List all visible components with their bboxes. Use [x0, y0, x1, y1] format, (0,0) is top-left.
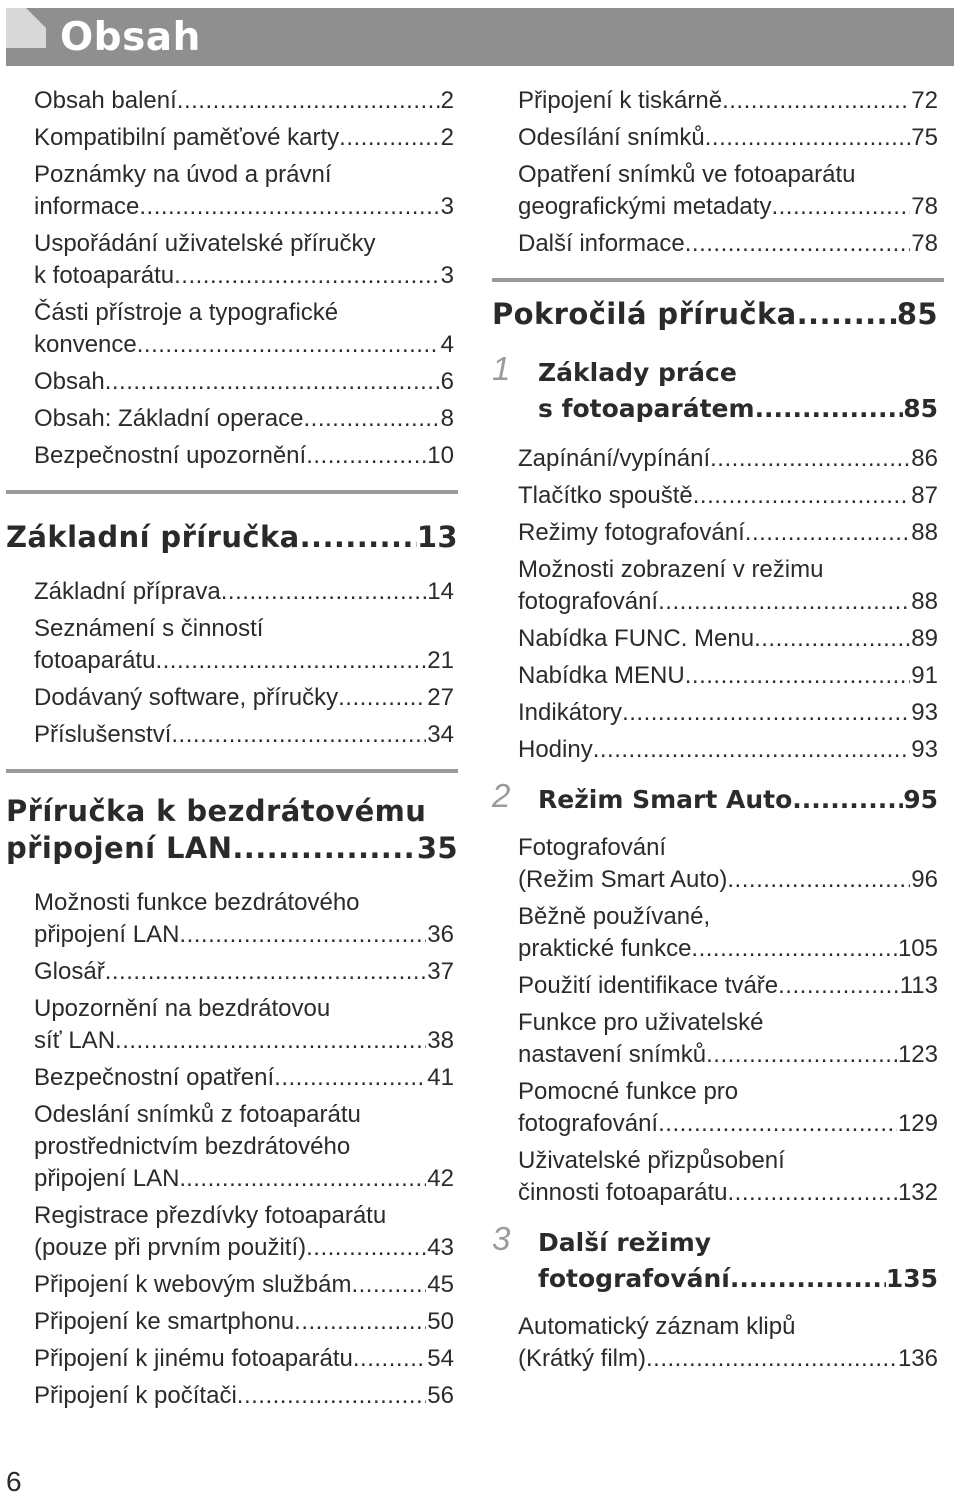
page-ref: 93 — [911, 699, 938, 726]
page-title: Obsah — [60, 15, 201, 60]
toc-entry[interactable] — [34, 403, 454, 435]
section-wireless-guide[interactable] — [6, 793, 458, 867]
entry-title-line: Možnosti funkce bezdrátového — [34, 889, 360, 916]
entry-title: Nabídka MENU — [518, 662, 685, 689]
intro-entries — [34, 85, 454, 472]
entry-title: Další informace — [518, 230, 685, 257]
toc-entry[interactable] — [34, 297, 454, 361]
entry-last-line — [34, 85, 454, 117]
entry-title-line: Příručka k bezdrátovému — [6, 794, 427, 828]
entry-last-line — [538, 782, 938, 818]
toc-entry[interactable] — [34, 1269, 454, 1301]
entry-title-line: Poznámky na úvod a právní — [34, 161, 332, 188]
page-ref: 45 — [427, 1271, 454, 1298]
entry-last-line — [518, 228, 938, 260]
entry-last-line — [6, 830, 458, 867]
entry-last-line — [34, 366, 454, 398]
toc-entry[interactable] — [518, 554, 938, 618]
entry-title: Připojení k počítači — [34, 1382, 237, 1409]
entry-title: Režim Smart Auto — [538, 785, 793, 814]
toc-entry[interactable] — [34, 993, 454, 1057]
entry-last-line — [518, 517, 938, 549]
entry-last-line — [34, 260, 454, 292]
toc-entry[interactable] — [34, 613, 454, 677]
dot-leader — [137, 329, 440, 361]
dot-leader — [727, 864, 910, 896]
entry-title-line: Části přístroje a typografické — [34, 299, 339, 326]
entry-title: Zapínání/vypínání — [518, 445, 711, 472]
page-ref: 50 — [427, 1308, 454, 1335]
entry-title: (pouze při prvním použití) — [34, 1234, 307, 1261]
toc-entry[interactable] — [518, 623, 938, 655]
entry-title: Pokročilá příručka — [492, 297, 797, 331]
section-divider — [6, 769, 458, 773]
dot-leader — [792, 782, 903, 818]
chapter-entries — [518, 1311, 938, 1375]
entry-title-line: prostřednictvím bezdrátového — [34, 1133, 351, 1160]
dot-leader — [339, 122, 439, 154]
left-column — [6, 85, 458, 1417]
dot-leader — [710, 443, 910, 475]
toc-entry[interactable] — [518, 443, 938, 475]
chapter-heading[interactable] — [492, 1220, 938, 1297]
toc-entry[interactable] — [518, 970, 938, 1002]
page-ref: 88 — [911, 588, 938, 615]
page-ref: 35 — [416, 831, 458, 865]
toc-entry[interactable] — [34, 440, 454, 472]
entry-last-line — [518, 480, 938, 512]
toc-entry[interactable] — [518, 228, 938, 260]
wireless-guide-entries — [34, 887, 454, 1412]
dot-leader — [105, 366, 440, 398]
page-ref: 87 — [911, 482, 938, 509]
entry-last-line — [518, 122, 938, 154]
chapter-heading[interactable] — [492, 350, 938, 427]
page-ref: 132 — [897, 1179, 938, 1206]
toc-entry[interactable] — [34, 1062, 454, 1094]
page-ref: 41 — [427, 1064, 454, 1091]
page-ref: 2 — [440, 124, 454, 151]
entry-title-line: Pomocné funkce pro — [518, 1078, 739, 1105]
dot-leader — [658, 586, 910, 618]
dot-leader — [646, 1343, 897, 1375]
chapter-title — [514, 782, 938, 818]
entry-title: Příslušenství — [34, 721, 172, 748]
page-ref: 135 — [885, 1264, 938, 1293]
dot-leader — [755, 391, 904, 427]
entry-last-line — [34, 1163, 454, 1195]
entry-title: Připojení ke smartphonu — [34, 1308, 295, 1335]
dot-leader — [706, 1039, 897, 1071]
entry-title: Připojení k webovým službám — [34, 1271, 352, 1298]
entry-last-line — [518, 697, 938, 729]
entry-last-line — [34, 919, 454, 951]
page-ref: 54 — [427, 1345, 454, 1372]
entry-title: konvence — [34, 331, 137, 358]
dot-leader — [338, 682, 426, 714]
toc-entry[interactable] — [518, 122, 938, 154]
entry-last-line — [34, 1380, 454, 1412]
entry-title-line: Uspořádání uživatelské příručky — [34, 230, 376, 257]
entry-title: fotografování — [538, 1264, 730, 1293]
entry-title: k fotoaparátu — [34, 262, 175, 289]
toc-entry[interactable] — [518, 901, 938, 965]
toc-entry[interactable] — [34, 1200, 454, 1264]
entry-last-line — [34, 576, 454, 608]
entry-title: Použití identifikace tváře — [518, 972, 779, 999]
dot-leader — [237, 1380, 427, 1412]
dot-leader — [139, 191, 439, 223]
dot-leader — [730, 1261, 886, 1297]
entry-title-line: Odeslání snímků z fotoaparátu — [34, 1101, 361, 1128]
entry-last-line — [34, 1025, 454, 1057]
section-divider — [6, 490, 458, 494]
page-ref: 123 — [897, 1041, 938, 1068]
entry-last-line — [518, 1108, 938, 1140]
page-ref: 42 — [427, 1165, 454, 1192]
entry-last-line — [34, 329, 454, 361]
toc-entry[interactable] — [518, 832, 938, 896]
entry-title: Dodávaný software, příručky — [34, 684, 339, 711]
entry-last-line — [34, 956, 454, 988]
entry-last-line — [538, 1261, 938, 1297]
dot-leader — [691, 933, 897, 965]
section-basic-guide[interactable] — [6, 519, 458, 556]
chapters — [492, 350, 938, 1375]
entry-title: fotografování — [518, 1110, 659, 1137]
entry-last-line — [492, 296, 938, 333]
dot-leader — [105, 956, 427, 988]
toc-entry[interactable] — [518, 1145, 938, 1209]
entry-title: Indikátory — [518, 699, 623, 726]
page-ref: 2 — [440, 87, 454, 114]
toc-entry[interactable] — [34, 682, 454, 714]
entry-title: Glosář — [34, 958, 105, 985]
dot-leader — [658, 1108, 897, 1140]
dot-leader — [300, 519, 417, 556]
dot-leader — [797, 296, 897, 333]
entry-last-line — [518, 623, 938, 655]
toc-entry[interactable] — [518, 85, 938, 117]
page-ref: 3 — [440, 193, 454, 220]
entry-title-line: Upozornění na bezdrátovou — [34, 995, 331, 1022]
toc-entry[interactable] — [34, 887, 454, 951]
dot-leader — [693, 480, 911, 512]
toc-entry[interactable] — [34, 366, 454, 398]
entry-title: Připojení k tiskárně — [518, 87, 723, 114]
dot-leader — [705, 122, 911, 154]
toc-entry[interactable] — [34, 228, 454, 292]
entry-title: Obsah — [34, 368, 105, 395]
chapter-entries — [518, 443, 938, 766]
dot-leader — [221, 576, 427, 608]
right-column — [492, 85, 938, 1380]
toc-entry[interactable] — [518, 660, 938, 692]
toc-entry[interactable] — [518, 480, 938, 512]
dot-leader — [593, 734, 911, 766]
page-ref: 43 — [427, 1234, 454, 1261]
entry-last-line — [34, 682, 454, 714]
entry-title-line: Registrace přezdívky fotoaparátu — [34, 1202, 387, 1229]
entry-title: Obsah balení — [34, 87, 177, 114]
entry-last-line — [518, 660, 938, 692]
dot-leader — [179, 919, 426, 951]
page-ref: 8 — [440, 405, 454, 432]
toc-entry[interactable] — [518, 517, 938, 549]
page-ref: 36 — [427, 921, 454, 948]
entry-title-line: Seznámení s činností — [34, 615, 264, 642]
entry-title: Nabídka FUNC. Menu — [518, 625, 755, 652]
entry-title: s fotoaparátem — [538, 394, 755, 423]
page-ref: 136 — [897, 1345, 938, 1372]
entry-title-line: Opatření snímků ve fotoaparátu — [518, 161, 856, 188]
entry-title: Tlačítko spouště — [518, 482, 693, 509]
dot-leader — [232, 830, 416, 867]
entry-last-line — [518, 734, 938, 766]
dot-leader — [294, 1306, 426, 1338]
entry-title: nastavení snímků — [518, 1041, 707, 1068]
page-ref: 78 — [911, 193, 938, 220]
chapter-title — [514, 355, 938, 427]
page-ref: 21 — [427, 647, 454, 674]
page-ref: 13 — [416, 520, 458, 554]
toc-entry[interactable] — [34, 1343, 454, 1375]
entry-title-line: Fotografování — [518, 834, 667, 861]
page-ref: 95 — [903, 785, 938, 814]
chapter-title — [514, 1225, 938, 1297]
toc-entry[interactable] — [34, 1380, 454, 1412]
entry-last-line — [34, 1269, 454, 1301]
entry-title: fotoaparátu — [34, 647, 156, 674]
entry-title: připojení LAN. — [34, 1165, 187, 1192]
page-ref: 91 — [911, 662, 938, 689]
entry-last-line — [34, 440, 454, 472]
page-ref: 89 — [911, 625, 938, 652]
entry-title: praktické funkce — [518, 935, 692, 962]
page-ref: 93 — [911, 736, 938, 763]
entry-last-line — [518, 191, 938, 223]
entry-title-line: Základy práce — [538, 358, 737, 387]
dot-leader — [174, 260, 440, 292]
entry-title: připojení LAN — [6, 831, 233, 865]
chapter-number: 2 — [492, 777, 511, 814]
entry-title: připojení LAN — [34, 921, 180, 948]
page-ref: 105 — [897, 935, 938, 962]
entry-title-line: Funkce pro uživatelské — [518, 1009, 764, 1036]
dot-leader — [771, 191, 910, 223]
page-ref: 96 — [911, 866, 938, 893]
dot-leader — [306, 1232, 426, 1264]
page-ref: 14 — [427, 578, 454, 605]
entry-last-line — [518, 586, 938, 618]
page-ref: 27 — [427, 684, 454, 711]
dot-leader — [353, 1343, 426, 1375]
toc-entry[interactable] — [518, 734, 938, 766]
entry-title: Obsah: Základní operace — [34, 405, 304, 432]
entry-last-line — [518, 85, 938, 117]
entry-last-line — [538, 391, 938, 427]
toc-entry[interactable] — [34, 956, 454, 988]
toc-entry[interactable] — [34, 1099, 454, 1195]
toc-entry[interactable] — [518, 159, 938, 223]
toc-entry[interactable] — [34, 159, 454, 223]
entry-last-line — [34, 122, 454, 154]
toc-entry[interactable] — [34, 122, 454, 154]
chapter-heading[interactable] — [492, 777, 938, 818]
entry-title: Základní příručka — [6, 520, 300, 554]
page-ref: 34 — [427, 721, 454, 748]
entry-last-line — [34, 719, 454, 751]
chapter-entries — [518, 832, 938, 1209]
section-divider — [492, 278, 944, 282]
entry-last-line — [6, 519, 458, 556]
entry-title: informace — [34, 193, 140, 220]
dot-leader — [722, 85, 910, 117]
section-advanced-guide[interactable] — [492, 296, 938, 333]
dot-leader — [186, 1163, 426, 1195]
entry-title: fotografování — [518, 588, 659, 615]
page-ref: 75 — [911, 124, 938, 151]
wireless-more-entries — [518, 85, 938, 260]
dot-leader — [304, 403, 440, 435]
dot-leader — [155, 645, 426, 677]
chapter-number: 3 — [492, 1220, 511, 1257]
entry-title: Bezpečnostní opatření — [34, 1064, 275, 1091]
entry-title: Připojení k jinému fotoaparátu — [34, 1345, 353, 1372]
entry-title-line: Možnosti zobrazení v režimu — [518, 556, 824, 583]
basic-guide-entries — [34, 576, 454, 751]
page-ref: 113 — [899, 972, 938, 999]
entry-title: Základní příprava — [34, 578, 221, 605]
entry-last-line — [518, 970, 938, 1002]
dot-leader — [778, 970, 899, 1002]
entry-title: Bezpečnostní upozornění — [34, 442, 307, 469]
dot-leader — [115, 1025, 426, 1057]
entry-title: činnosti fotoaparátu — [518, 1179, 728, 1206]
chapter-number: 1 — [492, 350, 511, 387]
dot-leader — [351, 1269, 426, 1301]
entry-last-line — [34, 1306, 454, 1338]
page-number: 6 — [6, 1466, 22, 1497]
toc-entry[interactable] — [518, 697, 938, 729]
entry-title: Hodiny — [518, 736, 593, 763]
toc-entry[interactable] — [518, 1076, 938, 1140]
entry-last-line — [34, 191, 454, 223]
page-ref: 85 — [903, 394, 938, 423]
entry-title: Kompatibilní paměťové karty — [34, 124, 340, 151]
entry-title: síť LAN — [34, 1027, 116, 1054]
entry-title-line: Uživatelské přizpůsobení — [518, 1147, 785, 1174]
page-ref: 56 — [427, 1382, 454, 1409]
toc-entry[interactable] — [34, 719, 454, 751]
page-ref: 37 — [427, 958, 454, 985]
entry-last-line — [34, 645, 454, 677]
entry-last-line — [34, 403, 454, 435]
page-ref: 3 — [440, 262, 454, 289]
dot-leader — [306, 440, 426, 472]
entry-title: Režimy fotografování — [518, 519, 745, 546]
page-ref: 10 — [427, 442, 454, 469]
toc-entry[interactable] — [518, 1007, 938, 1071]
dot-leader — [274, 1062, 426, 1094]
page-ref: 6 — [440, 368, 454, 395]
entry-last-line — [518, 1177, 938, 1209]
page-ref: 85 — [896, 297, 938, 331]
entry-title: (Režim Smart Auto) — [518, 866, 728, 893]
toc-entry[interactable] — [34, 85, 454, 117]
dot-leader — [727, 1177, 896, 1209]
entry-title-line: Automatický záznam klipů — [518, 1313, 796, 1340]
page-ref: 88 — [911, 519, 938, 546]
entry-last-line — [518, 933, 938, 965]
page-ref: 38 — [427, 1027, 454, 1054]
page-ref: 72 — [911, 87, 938, 114]
entry-last-line — [518, 1039, 938, 1071]
dot-leader — [622, 697, 910, 729]
entry-title-line: Další režimy — [538, 1228, 712, 1257]
entry-last-line — [518, 864, 938, 896]
dot-leader — [177, 85, 440, 117]
dot-leader — [171, 719, 426, 751]
page-ref: 86 — [911, 445, 938, 472]
entry-title: (Krátký film) — [518, 1345, 646, 1372]
page-ref: 129 — [897, 1110, 938, 1137]
entry-last-line — [34, 1062, 454, 1094]
entry-last-line — [34, 1232, 454, 1264]
dot-leader — [754, 623, 910, 655]
toc-entry[interactable] — [34, 1306, 454, 1338]
entry-title: Odesílání snímků — [518, 124, 705, 151]
entry-last-line — [518, 1343, 938, 1375]
entry-title: geografickými metadaty — [518, 193, 772, 220]
toc-entry[interactable] — [34, 576, 454, 608]
dot-leader — [745, 517, 911, 549]
entry-last-line — [518, 443, 938, 475]
entry-title-line: Běžně používané, — [518, 903, 711, 930]
dot-leader — [685, 660, 911, 692]
dot-leader — [685, 228, 911, 260]
toc-entry[interactable] — [518, 1311, 938, 1375]
entry-last-line — [34, 1343, 454, 1375]
page-ref: 4 — [440, 331, 454, 358]
page-ref: 78 — [911, 230, 938, 257]
